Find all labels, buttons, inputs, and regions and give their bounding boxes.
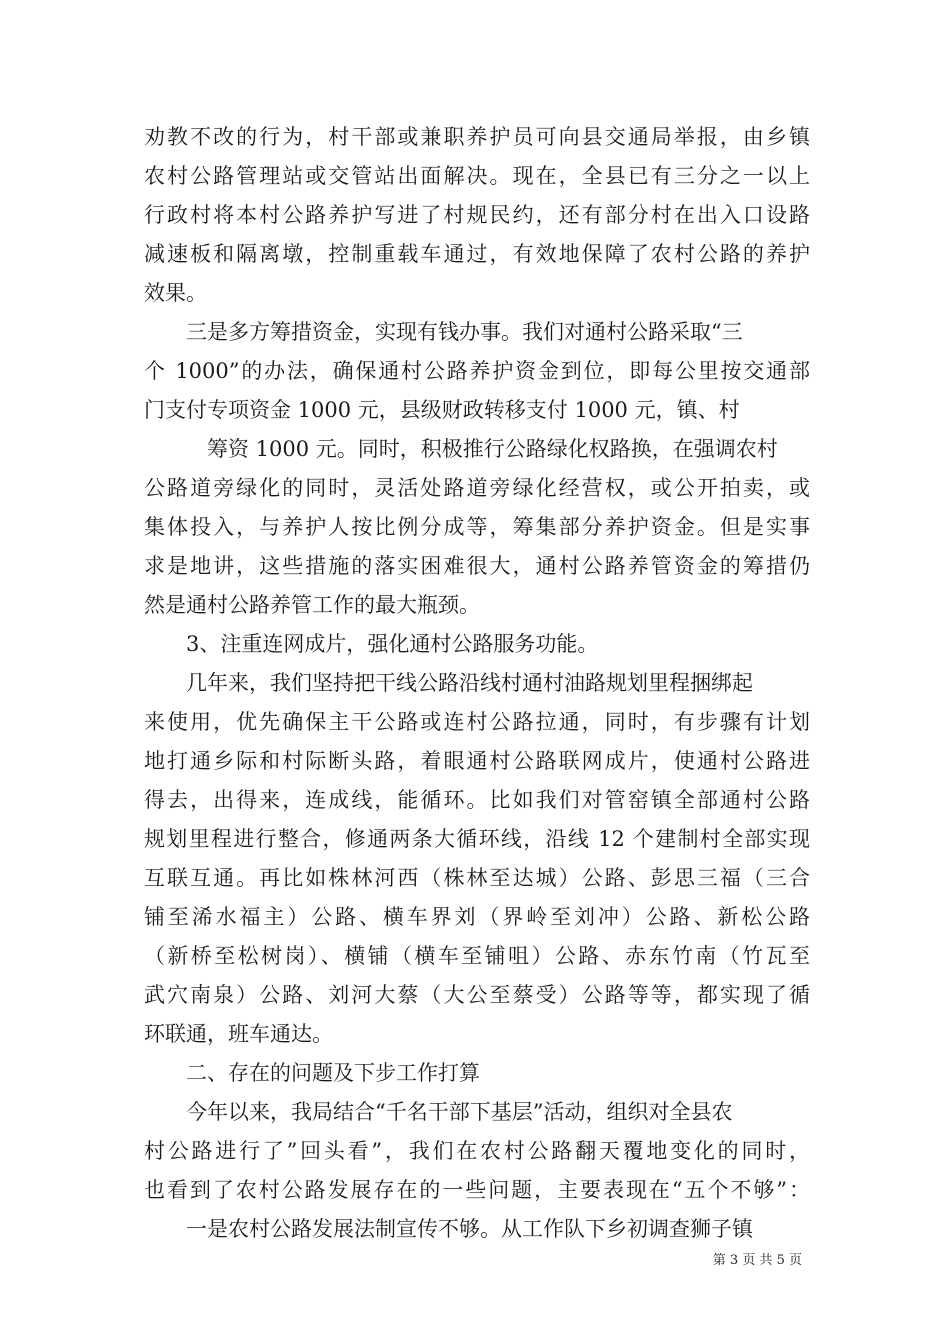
text-line: 也看到了农村公路发展存在的一些问题，主要表现在“五个不够”： xyxy=(144,1178,810,1202)
text-line: 减速板和隔离墩，控制重载车通过，有效地保障了农村公路的养护 xyxy=(144,242,810,266)
text-line: 筹资 1000 元。同时，积极推行公路绿化权路换，在强调农村 xyxy=(207,437,778,461)
text-line: 今年以来，我局结合“千名干部下基层”活动，组织对全县农 xyxy=(186,1100,733,1124)
text-line: 来使用，优先确保主干公路或连村公路拉通，同时，有步骤有计划 xyxy=(144,710,810,734)
text-line: 村公路进行了”回头看”，我们在农村公路翻天覆地变化的同时， xyxy=(144,1139,810,1163)
text-line: 地打通乡际和村际断头路，着眼通村公路联网成片，使通村公路进 xyxy=(144,749,810,773)
text-line: （新桥至松树岗）、横铺（横车至铺咀）公路、赤东竹南（竹瓦至 xyxy=(144,944,810,968)
text-line: 行政村将本村公路养护写进了村规民约，还有部分村在出入口设路 xyxy=(144,203,810,227)
text-line: 几年来，我们坚持把干线公路沿线村通村油路规划里程捆绑起 xyxy=(186,671,753,695)
text-line: 农村公路管理站或交管站出面解决。现在，全县已有三分之一以上 xyxy=(144,164,810,188)
text-line: 互联互通。再比如株林河西（株林至达城）公路、彭思三福（三合 xyxy=(144,866,810,890)
page-number: 第 3 页 共 5 页 xyxy=(712,1253,802,1268)
text-line: 一是农村公路发展法制宣传不够。从工作队下乡初调查狮子镇 xyxy=(186,1217,753,1241)
text-line: 铺至浠水福主）公路、横车界刘（界岭至刘冲）公路、新松公路 xyxy=(144,905,810,929)
text-line: 劝教不改的行为，村干部或兼职养护员可向县交通局举报，由乡镇 xyxy=(144,125,810,149)
text-line: 个 1000”的办法，确保通村公路养护资金到位，即每公里按交通部 xyxy=(144,359,810,383)
text-line: 得去，出得来，连成线，能循环。比如我们对管窑镇全部通村公路 xyxy=(144,788,810,812)
text-line: 然是通村公路养管工作的最大瓶颈。 xyxy=(144,593,480,617)
text-line: 门支付专项资金 1000 元，县级财政转移支付 1000 元，镇、村 xyxy=(144,398,740,422)
section-heading: 二、存在的问题及下步工作打算 xyxy=(186,1061,480,1085)
text-line: 环联通，班车通达。 xyxy=(144,1022,333,1046)
text-line: 集体投入，与养护人按比例分成等，筹集部分养护资金。但是实事 xyxy=(144,515,810,539)
section-heading: 3、注重连网成片，强化通村公路服务功能。 xyxy=(186,632,599,656)
body-text xyxy=(144,118,810,1249)
text-line: 规划里程进行整合，修通两条大循环线，沿线 12 个建制村全部实现 xyxy=(144,827,810,851)
text-line: 求是地讲，这些措施的落实困难很大，通村公路养管资金的筹措仍 xyxy=(144,554,810,578)
text-line: 三是多方筹措资金，实现有钱办事。我们对通村公路采取“三 xyxy=(186,320,743,344)
text-line: 效果。 xyxy=(144,281,207,305)
text-line: 公路道旁绿化的同时，灵活处路道旁绿化经营权，或公开拍卖，或 xyxy=(144,476,810,500)
text-line: 武穴南泉）公路、刘河大蔡（大公至蔡受）公路等等，都实现了循 xyxy=(144,983,810,1007)
